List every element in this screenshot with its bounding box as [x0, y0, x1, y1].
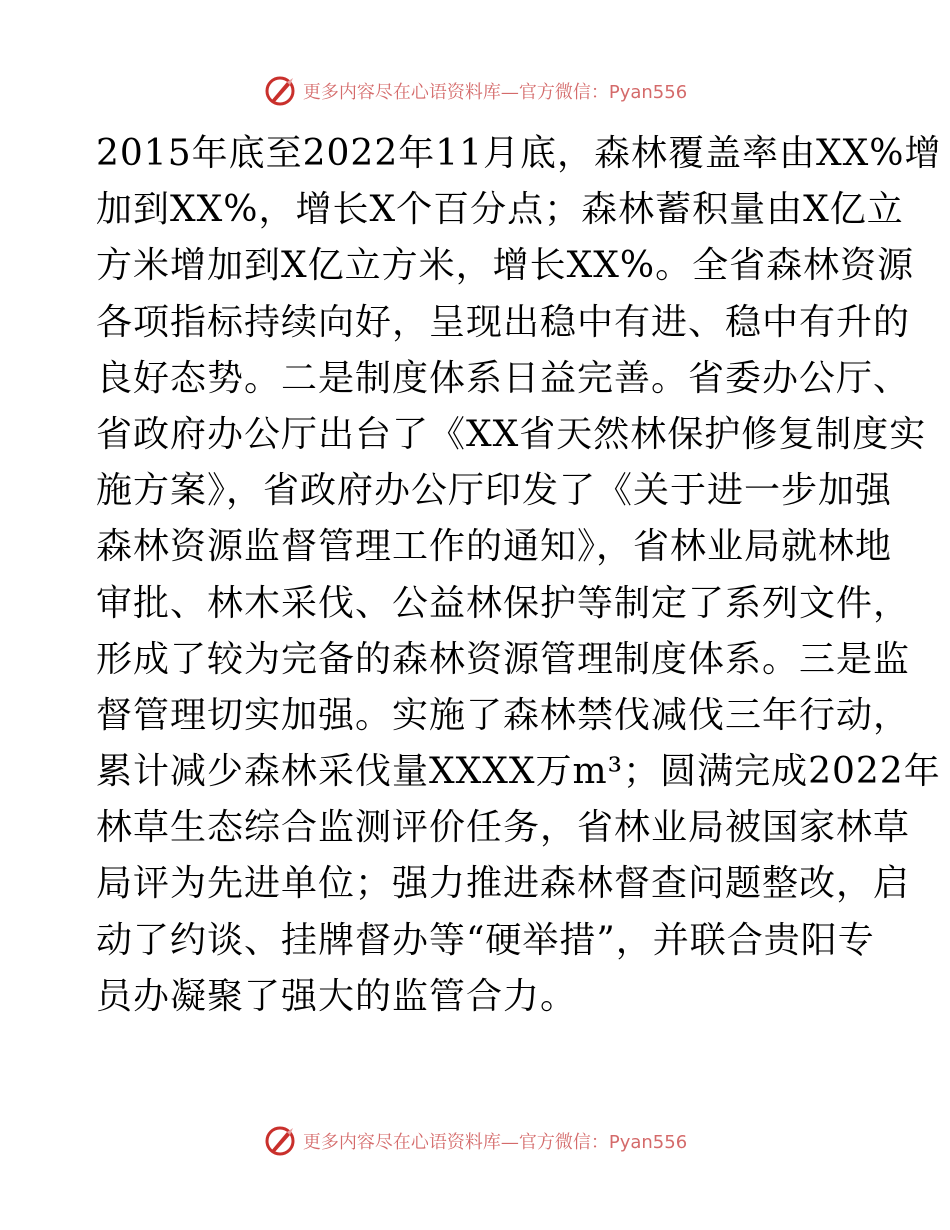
- body-line: 各项指标持续向好，呈现出稳中有进、稳中有升的: [96, 301, 911, 343]
- header-wechat-id: Pyan556: [608, 82, 688, 103]
- body-line: 2015年底至2022年11月底，森林覆盖率由XX%增: [96, 133, 942, 174]
- header-banner-title: 更多内容尽在心语资料库: [302, 82, 501, 103]
- body-line: 施方案》，省政府办公厅印发了《关于进一步加强: [96, 470, 893, 512]
- body-line: 加到XX%，增长X个百分点；森林蓄积量由X亿立: [96, 189, 904, 231]
- body-line-last: 员办凝聚了强大的监管合力。: [96, 975, 578, 1017]
- body-line: 累计减少森林采伐量XXXX万m³；圆满完成2022年: [96, 751, 941, 793]
- body-line: 动了约谈、挂牌督办等“硬举措”，并联合贵阳专: [96, 919, 875, 961]
- body-line: 良好态势。二是制度体系日益完善。省委办公厅、: [96, 357, 911, 399]
- body-line: 形成了较为完备的森林资源管理制度体系。三是监: [96, 638, 911, 680]
- footer-wechat-label: 官方微信：: [518, 1132, 609, 1153]
- footer-banner: [0, 1121, 950, 1161]
- body-line: 审批、林木采伐、公益林保护等制定了系列文件，: [96, 582, 911, 624]
- document-body: [96, 126, 942, 1025]
- header-banner-text: [303, 78, 687, 104]
- footer-wechat-id: Pyan556: [608, 1132, 688, 1153]
- footer-banner-dash: —: [500, 1132, 519, 1153]
- header-banner-dash: —: [500, 82, 519, 103]
- quill-logo-icon: [263, 74, 297, 108]
- footer-banner-title: 更多内容尽在心语资料库: [302, 1132, 501, 1153]
- body-line: 森林资源监督管理工作的通知》，省林业局就林地: [96, 526, 893, 568]
- header-banner: [0, 71, 950, 111]
- header-wechat-label: 官方微信：: [518, 82, 609, 103]
- body-line: 林草生态综合监测评价任务，省林业局被国家林草: [96, 807, 911, 849]
- body-line: 督管理切实加强。实施了森林禁伐减伐三年行动，: [96, 694, 911, 736]
- footer-banner-text: [303, 1128, 687, 1154]
- body-line: 省政府办公厅出台了《XX省天然林保护修复制度实: [96, 413, 927, 455]
- body-line: 局评为先进单位；强力推进森林督查问题整改，启: [96, 863, 911, 905]
- quill-logo-icon: [263, 1124, 297, 1158]
- body-line: 方米增加到X亿立方米，增长XX%。全省森林资源: [96, 245, 915, 287]
